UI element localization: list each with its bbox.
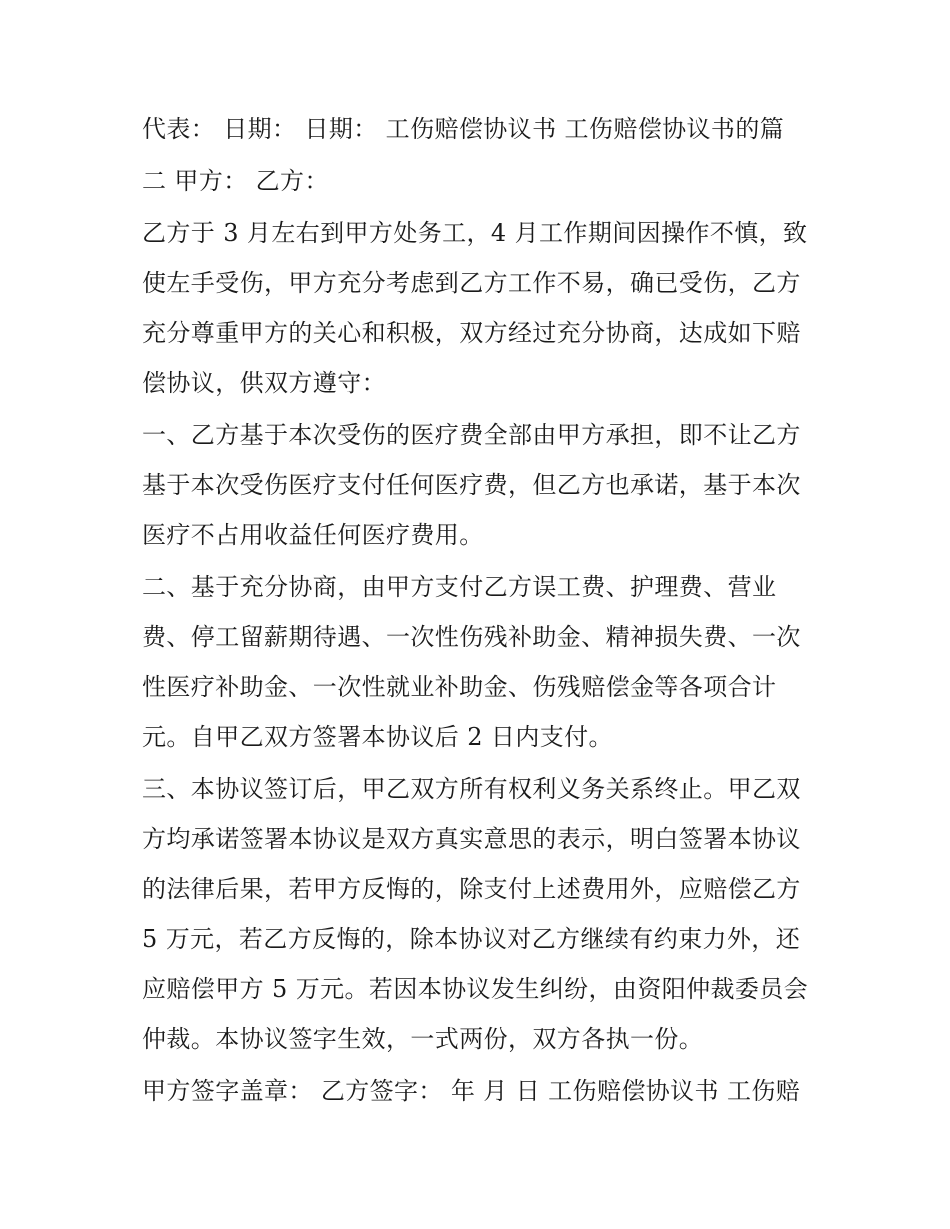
doc-line-clause3-4: 5 万元，若乙方反悔的，除本协议对乙方继续有约束力外，还 — [142, 925, 801, 953]
doc-line-clause1-2: 基于本次受伤医疗支付任何医疗费，但乙方也承诺，基于本次 — [142, 471, 801, 499]
doc-line-clause3-3: 的法律后果，若甲方反悔的，除支付上述费用外，应赔偿乙方 — [142, 875, 801, 903]
doc-line-clause3-5: 应赔偿甲方 5 万元。若因本协议发生纠纷，由资阳仲裁委员会 — [142, 975, 809, 1003]
doc-line-intro-2: 使左手受伤，甲方充分考虑到乙方工作不易，确已受伤，乙方 — [142, 269, 801, 297]
doc-line-intro-1: 乙方于 3 月左右到甲方处务工，4 月工作期间因操作不慎，致 — [142, 219, 808, 247]
doc-line-parties: 二 甲方： 乙方： — [142, 167, 329, 195]
doc-line-header: 代表： 日期： 日期： 工伤赔偿协议书 工伤赔偿协议书的篇 — [142, 115, 785, 143]
doc-line-clause3-1: 三、本协议签订后，甲乙双方所有权利义务关系终止。甲乙双 — [142, 775, 801, 803]
doc-line-clause2-3: 性医疗补助金、一次性就业补助金、伤残赔偿金等各项合计 — [142, 673, 777, 701]
doc-line-clause2-2: 费、停工留薪期待遇、一次性伤残补助金、精神损失费、一次 — [142, 623, 801, 651]
doc-line-clause3-6: 仲裁。本协议签字生效，一式两份，双方各执一份。 — [142, 1025, 704, 1053]
doc-line-intro-3: 充分尊重甲方的关心和积极，双方经过充分协商，达成如下赔 — [142, 319, 801, 347]
doc-line-clause3-2: 方均承诺签署本协议是双方真实意思的表示，明白签署本协议 — [142, 825, 801, 853]
doc-line-clause2-4: 元。自甲乙双方签署本协议后 2 日内支付。 — [142, 723, 613, 751]
doc-line-intro-4: 偿协议，供双方遵守： — [142, 369, 386, 397]
doc-line-clause2-1: 二、基于充分协商，由甲方支付乙方误工费、护理费、营业 — [142, 573, 777, 601]
doc-line-signatures: 甲方签字盖章： 乙方签字： 年 月 日 工伤赔偿协议书 工伤赔 — [142, 1077, 801, 1105]
doc-line-clause1-3: 医疗不占用收益任何医疗费用。 — [142, 521, 484, 549]
doc-line-clause1-1: 一、乙方基于本次受伤的医疗费全部由甲方承担，即不让乙方 — [142, 421, 801, 449]
